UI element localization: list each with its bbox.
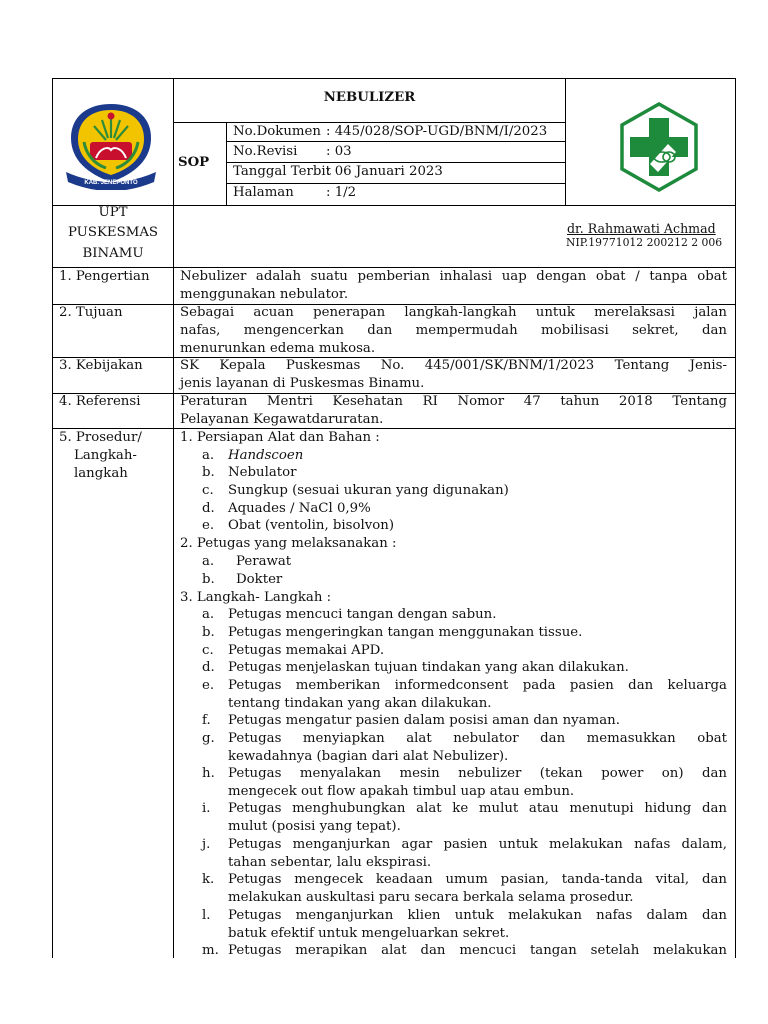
list-item: Handscoen xyxy=(228,448,304,463)
list-item: Obat (ventolin, bisolvon) xyxy=(228,518,395,533)
step-text: Petugas menjelaskan tujuan tindakan yang akan dilakukan. xyxy=(228,660,629,675)
step-text: mengecek out flow apakah timbul uap atau embun. xyxy=(228,784,575,799)
divider xyxy=(226,122,227,205)
step-key: g. xyxy=(202,731,215,746)
doc-row-value: : 1/2 xyxy=(326,185,357,200)
list-key: a. xyxy=(202,554,215,569)
signer-name: dr. Rahmawati Achmad xyxy=(567,221,716,236)
step-key: j. xyxy=(202,837,211,852)
doc-row-label: Tanggal Terbit xyxy=(233,164,331,179)
prosedur-heading: 3. Langkah- Langkah : xyxy=(180,590,332,605)
org-name-line: BINAMU xyxy=(82,246,144,261)
sop-label: SOP xyxy=(178,155,210,170)
list-item: Perawat xyxy=(236,554,292,569)
step-key: i. xyxy=(202,801,211,816)
kabupaten-jeneponto-logo xyxy=(60,102,162,190)
org-name-line: PUSKESMAS xyxy=(67,225,159,240)
referensi-text: Pelayanan Kegawatdaruratan. xyxy=(180,412,384,427)
section-label-prosedur: langkah xyxy=(74,466,128,481)
divider xyxy=(227,141,566,142)
table-border-top xyxy=(52,78,736,79)
section-label-kebijakan: 3. Kebijakan xyxy=(59,358,143,373)
list-key: c. xyxy=(202,483,214,498)
step-key: e. xyxy=(202,678,215,693)
step-key: c. xyxy=(202,643,214,658)
divider xyxy=(173,267,174,958)
puskesmas-logo xyxy=(614,102,704,192)
step-text: Petugas merapikan alat dan mencuci tangan setelah melakukan xyxy=(228,943,727,958)
list-item: Aquades / NaCl 0,9% xyxy=(228,501,371,516)
step-text: Petugas mengecek keadaan umum pasian, tanda-tanda vital, dan xyxy=(228,872,727,887)
step-text: tentang tindakan yang akan dilakukan. xyxy=(228,696,492,711)
list-key: e. xyxy=(202,518,215,533)
step-key: h. xyxy=(202,766,215,781)
tujuan-text: menurunkan edema mukosa. xyxy=(180,341,376,356)
list-key: b. xyxy=(202,465,215,480)
step-text: Petugas memberikan informedconsent pada pasien dan keluarga xyxy=(228,678,727,693)
step-key: k. xyxy=(202,872,215,887)
doc-row-label: No.Revisi xyxy=(233,144,298,159)
step-text: Petugas menyiapkan alat nebulator dan memasukkan obat xyxy=(228,731,727,746)
logo-banner-text: KAB. JENEPONTO xyxy=(84,180,138,186)
step-key: l. xyxy=(202,908,211,923)
section-label-referensi: 4. Referensi xyxy=(59,394,141,409)
step-text: melakukan auskultasi paru secara berkala selama prosedur. xyxy=(228,890,634,905)
list-item: Dokter xyxy=(236,572,283,587)
step-text: Petugas memakai APD. xyxy=(228,643,385,658)
step-text: Petugas mengatur pasien dalam posisi aman dan nyaman. xyxy=(228,713,620,728)
list-key: d. xyxy=(202,501,215,516)
list-item: Sungkup (sesuai ukuran yang digunakan) xyxy=(228,483,509,498)
step-key: m. xyxy=(202,943,219,958)
section-label-prosedur: Langkah- xyxy=(74,448,137,463)
doc-row-value: : 06 Januari 2023 xyxy=(326,164,443,179)
step-text: Petugas menghubungkan alat ke mulut atau menutupi hidung dan xyxy=(228,801,727,816)
pengertian-text: Nebulizer adalah suatu pemberian inhalasi uap dengan obat / tanpa obat xyxy=(180,269,727,284)
prosedur-heading: 2. Petugas yang melaksanakan : xyxy=(180,536,397,551)
list-key: a. xyxy=(202,448,215,463)
list-item: Nebulator xyxy=(228,465,297,480)
step-key: d. xyxy=(202,660,215,675)
signer-nip: NIP.19771012 200212 2 006 xyxy=(566,236,723,249)
step-text: tahan sebentar, lalu ekspirasi. xyxy=(228,855,432,870)
tujuan-text: nafas, mengencerkan dan mempermudah mobilisasi sekret, dan xyxy=(180,323,727,338)
step-text: Petugas menganjurkan klien untuk melakukan nafas dalam dan xyxy=(228,908,727,923)
referensi-text: Peraturan Mentri Kesehatan RI Nomor 47 tahun 2018 Tentang xyxy=(180,394,727,409)
table-border-right xyxy=(735,78,736,958)
step-key: b. xyxy=(202,625,215,640)
section-label-tujuan: 2. Tujuan xyxy=(59,305,123,320)
pengertian-text: menggunakan nebulator. xyxy=(180,287,349,302)
step-text: Petugas mencuci tangan dengan sabun. xyxy=(228,607,497,622)
section-label-pengertian: 1. Pengertian xyxy=(59,269,150,284)
prosedur-heading: 1. Persiapan Alat dan Bahan : xyxy=(180,430,380,445)
step-key: f. xyxy=(202,713,211,728)
step-text: mulut (posisi yang tepat). xyxy=(228,819,401,834)
org-name-line: UPT xyxy=(98,205,128,220)
doc-row-label: Halaman xyxy=(233,185,294,200)
kebijakan-text: SK Kepala Puskesmas No. 445/001/SK/BNM/1/2023 Tentang Jenis- xyxy=(180,358,727,373)
section-label-prosedur: 5. Prosedur/ xyxy=(59,430,142,445)
step-text: kewadahnya (bagian dari alat Nebulizer). xyxy=(228,749,509,764)
step-text: Petugas mengeringkan tangan menggunakan tissue. xyxy=(228,625,583,640)
step-key: a. xyxy=(202,607,215,622)
doc-row-label: No.Dokumen xyxy=(233,124,321,139)
doc-row-value: : 03 xyxy=(326,144,352,159)
document-title: NEBULIZER xyxy=(323,90,416,105)
doc-row-value: : 445/028/SOP-UGD/BNM/I/2023 xyxy=(326,124,548,139)
list-key: b. xyxy=(202,572,215,587)
step-text: Petugas menganjurkan agar pasien untuk melakukan nafas dalam, xyxy=(228,837,727,852)
step-text: Petugas menyalakan mesin nebulizer (tekan power on) dan xyxy=(228,766,727,781)
kebijakan-text: jenis layanan di Puskesmas Binamu. xyxy=(180,376,425,391)
step-text: batuk efektif untuk mengeluarkan sekret. xyxy=(228,926,510,941)
tujuan-text: Sebagai acuan penerapan langkah-langkah untuk merelaksasi jalan xyxy=(180,305,727,320)
divider xyxy=(52,428,736,429)
